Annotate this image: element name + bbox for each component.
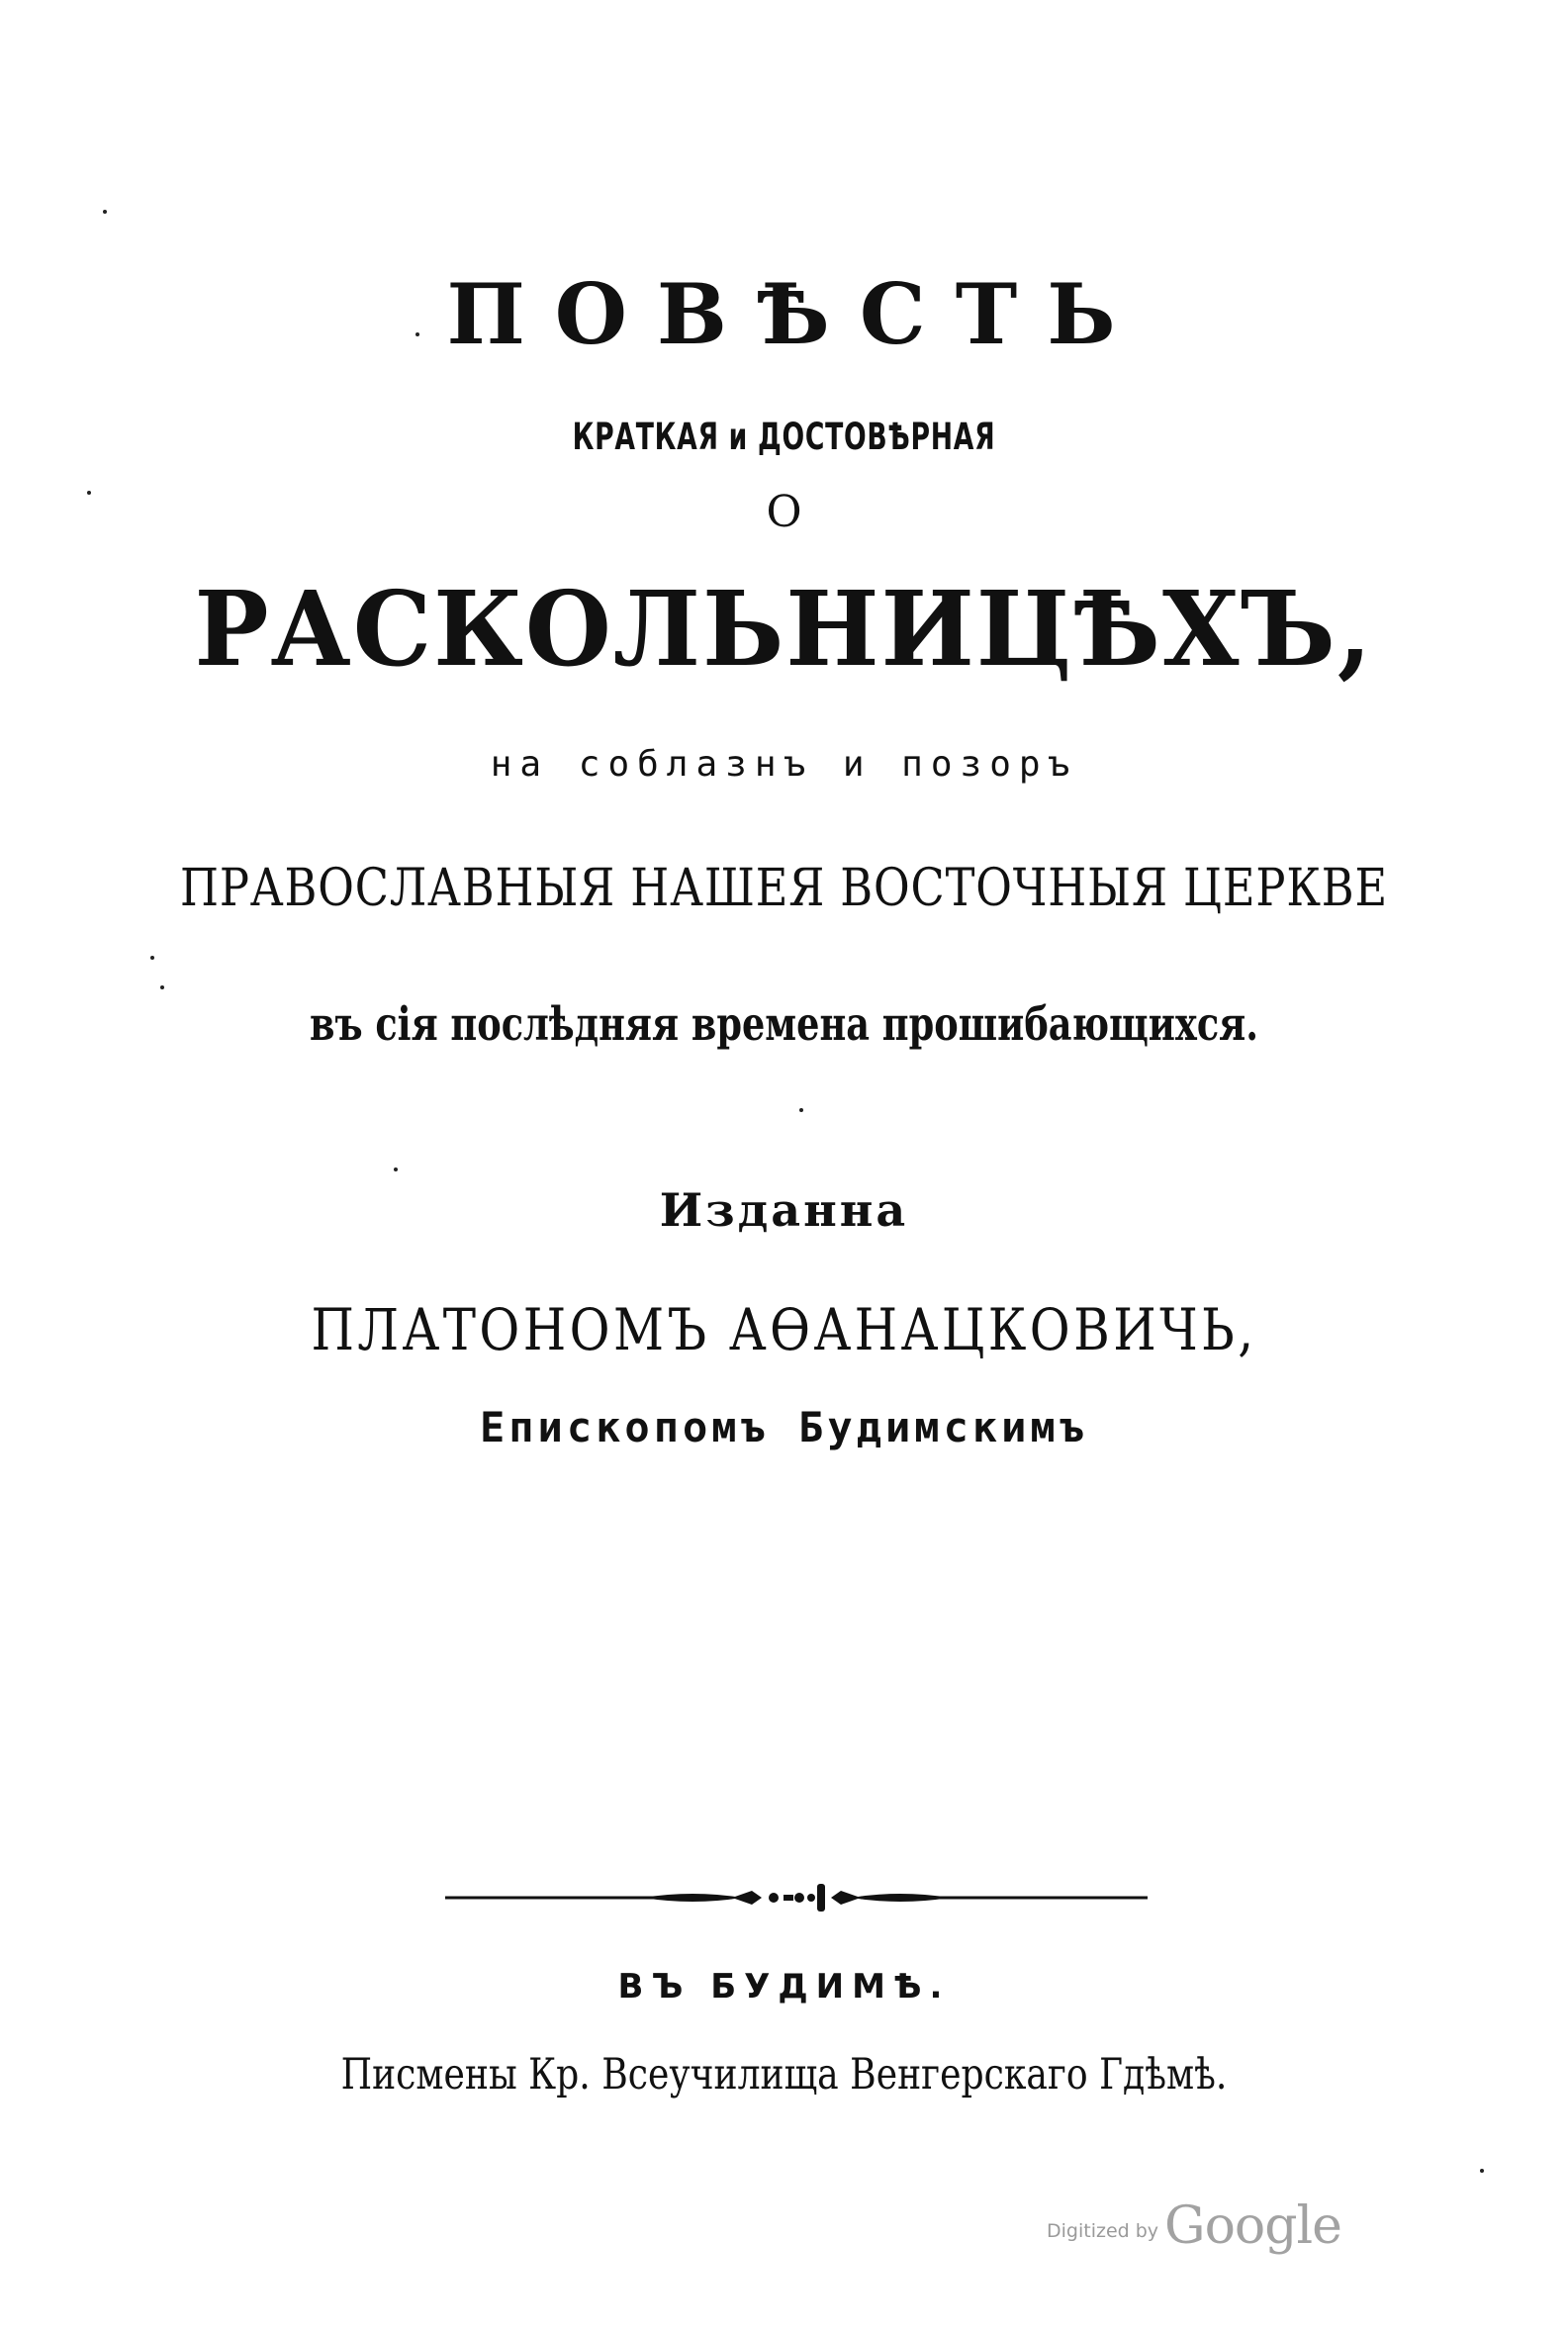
book-subtitle: КРАТКАЯ и ДОСТОВѢРНАЯ [572, 416, 996, 458]
scan-speck [799, 1108, 803, 1112]
church-line: ПРАВОСЛАВНЫЯ НАШЕЯ ВОСТОЧНЫЯ ЦЕРКВЕ [179, 859, 1389, 918]
scan-speck [87, 491, 91, 495]
times-line: въ сія послѣдняя времена прошибающихся. [309, 997, 1259, 1052]
scan-speck [394, 1167, 398, 1171]
watermark-prefix: Digitized by [1047, 2220, 1159, 2242]
author-title: Епископомъ Будимскимъ [479, 1403, 1088, 1451]
digitized-watermark [1047, 2196, 1341, 2256]
author-name: ПЛАТОНОМЪ АѲАНАЦКОВИЧЬ, [311, 1296, 1257, 1363]
scan-speck [415, 332, 419, 336]
issued-label: Изданна [659, 1183, 909, 1237]
google-logo: Google [1164, 2196, 1341, 2256]
scan-speck [1480, 2169, 1484, 2173]
imprint-city: ВЪ БУДИМѢ. [617, 1967, 951, 2007]
scan-speck [150, 956, 154, 960]
title-subject: РАСКОЛЬНИЦѢХЪ, [194, 568, 1374, 690]
scan-speck [103, 210, 107, 214]
title-preposition: О [766, 487, 802, 537]
ornamental-divider [445, 1878, 1148, 1917]
seduction-line: на соблазнъ и позоръ [490, 744, 1078, 785]
scan-speck [160, 985, 164, 989]
imprint-printer: Писмены Кр. Всеучилища Венгерскаго Гдѣмѣ. [340, 2050, 1228, 2100]
book-title: ПОВѢСТЬ [446, 265, 1146, 363]
